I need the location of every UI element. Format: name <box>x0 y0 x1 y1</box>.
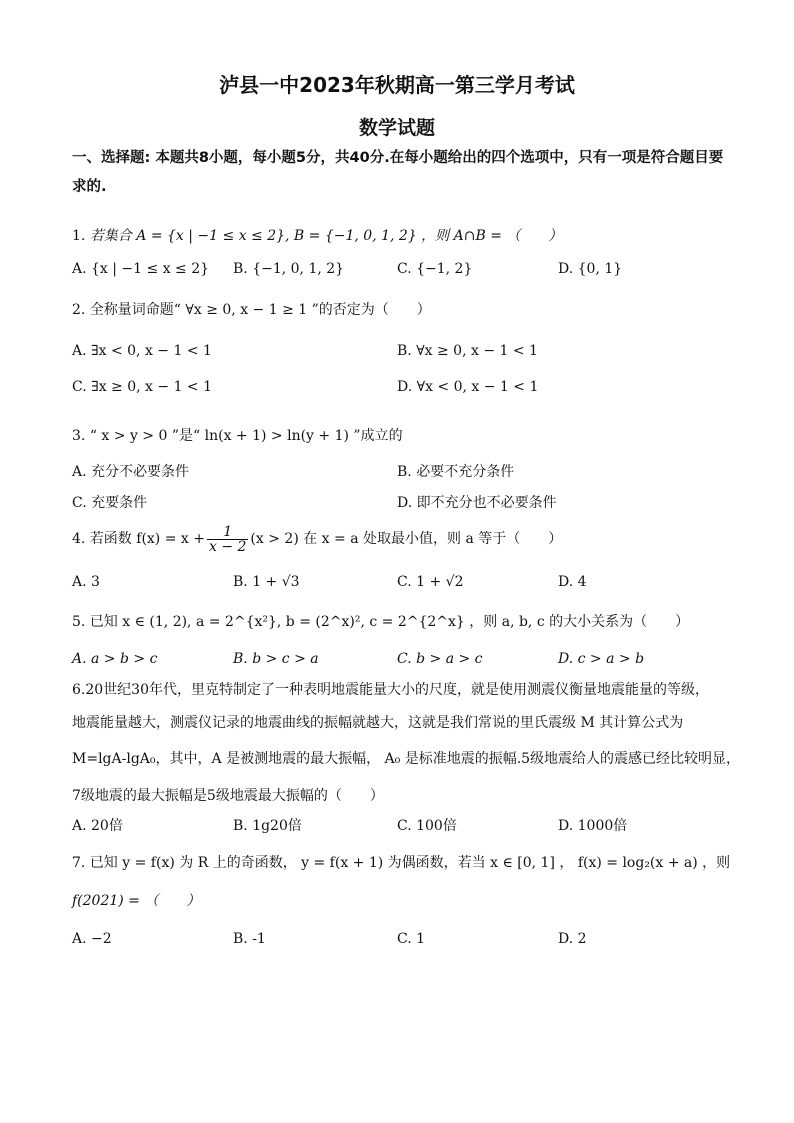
question-number: 5. <box>72 614 86 630</box>
question-6-line-4: 7级地震的最大振幅是5级地震最大振幅的（ ） <box>72 788 384 804</box>
question-text: “ x > y > 0 ”是“ ln(x + 1) > ln(y + 1) ”成立的 <box>89 428 403 444</box>
question-text-rest: (x > 2) 在 x = a 处取最小值，则 a 等于（ ） <box>250 531 563 547</box>
question-text: 若函数 f(x) = x + <box>89 531 205 547</box>
question-number: 3. <box>72 428 86 444</box>
option-a: A. a > b > c <box>72 651 158 667</box>
option-a: A. ∃x < 0, x − 1 < 1 <box>72 343 212 359</box>
option-b: B. 必要不充分条件 <box>397 464 515 480</box>
option-b: B. 1 + √3 <box>233 574 300 590</box>
option-a: A. 充分不必要条件 <box>72 464 190 480</box>
option-a: A. {x | −1 ≤ x ≤ 2} <box>72 261 210 277</box>
question-text: 20世纪30年代，里克特制定了一种表明地震能量大小的尺度，就是使用测震仪衡量地震能量的等级， <box>85 682 709 698</box>
question-4 <box>72 522 562 556</box>
option-d: D. c > a > b <box>558 651 645 667</box>
option-d: D. 2 <box>558 931 587 947</box>
option-c: C. 100倍 <box>397 818 457 834</box>
option-c: C. ∃x ≥ 0, x − 1 < 1 <box>72 379 213 395</box>
option-c: C. 1 <box>397 931 426 947</box>
option-d: D. 1000倍 <box>558 818 628 834</box>
question-7 <box>72 853 730 873</box>
option-b: B. {−1, 0, 1, 2} <box>233 261 345 277</box>
question-number: 4. <box>72 531 86 547</box>
fraction-denominator: x − 2 <box>208 538 247 555</box>
option-d: D. 即不充分也不必要条件 <box>397 495 557 511</box>
option-c: C. {−1, 2} <box>397 261 473 277</box>
question-number: 7. <box>72 855 86 871</box>
question-text: 若集合 A = {x | −1 ≤ x ≤ 2}, B = {−1, 0, 1, 2} ，则 A∩B = （ ） <box>89 228 563 244</box>
option-d: D. 4 <box>558 574 587 590</box>
question-number: 6. <box>72 682 86 698</box>
fraction <box>207 525 248 554</box>
option-c: C. 1 + √2 <box>397 574 464 590</box>
question-number: 2. <box>72 302 86 318</box>
exam-title: 泸县一中2023年秋期高一第三学月考试 <box>219 73 575 97</box>
option-a: A. −2 <box>72 931 112 947</box>
fraction-numerator: 1 <box>207 525 248 540</box>
option-b: B. 1g20倍 <box>233 818 302 834</box>
option-c: C. 充要条件 <box>72 495 148 511</box>
exam-subtitle: 数学试题 <box>358 117 435 139</box>
option-b: B. ∀x ≥ 0, x − 1 < 1 <box>397 343 538 359</box>
question-5 <box>72 612 689 632</box>
section-heading: 一、选择题: 本题共8小题，每小题5分，共40分.在每小题给出的四个选项中，只有一项是符合题目要求的. <box>72 150 724 195</box>
option-a: A. 3 <box>72 574 100 590</box>
option-c: C. b > a > c <box>397 651 483 667</box>
question-7-line-2: f(2021) = （ ） <box>72 893 201 909</box>
question-6 <box>72 680 709 700</box>
question-6-line-2: 地震能量越大，测震仪记录的地震曲线的振幅就越大，这就是我们常说的里氏震级 M 其计算公式为 <box>72 715 684 731</box>
option-d: D. {0, 1} <box>558 261 623 277</box>
question-3 <box>72 426 403 446</box>
question-text: 已知 x ∈ (1, 2), a = 2^{x²}, b = (2^x)², c = 2^{2^x} ，则 a, b, c 的大小关系为（ ） <box>89 614 690 630</box>
question-text: 全称量词命题“ ∀x ≥ 0, x − 1 ≥ 1 ”的否定为（ ） <box>89 302 431 318</box>
question-6-line-3: M=lgA-lgA₀，其中，A 是被测地震的最大振幅， A₀ 是标准地震的振幅.5级地震给人的震感已经比较明显， <box>72 751 741 767</box>
option-b: B. -1 <box>233 931 266 947</box>
question-text: 已知 y = f(x) 为 R 上的奇函数， y = f(x + 1) 为偶函数，若当 x ∈ [0, 1] ， f(x) = log₂(x + a) ，则 <box>89 855 731 871</box>
question-number: 1. <box>72 228 86 244</box>
option-d: D. ∀x < 0, x − 1 < 1 <box>397 379 539 395</box>
option-b: B. b > c > a <box>233 651 319 667</box>
question-1 <box>72 226 562 246</box>
question-2 <box>72 300 431 320</box>
option-a: A. 20倍 <box>72 818 123 834</box>
